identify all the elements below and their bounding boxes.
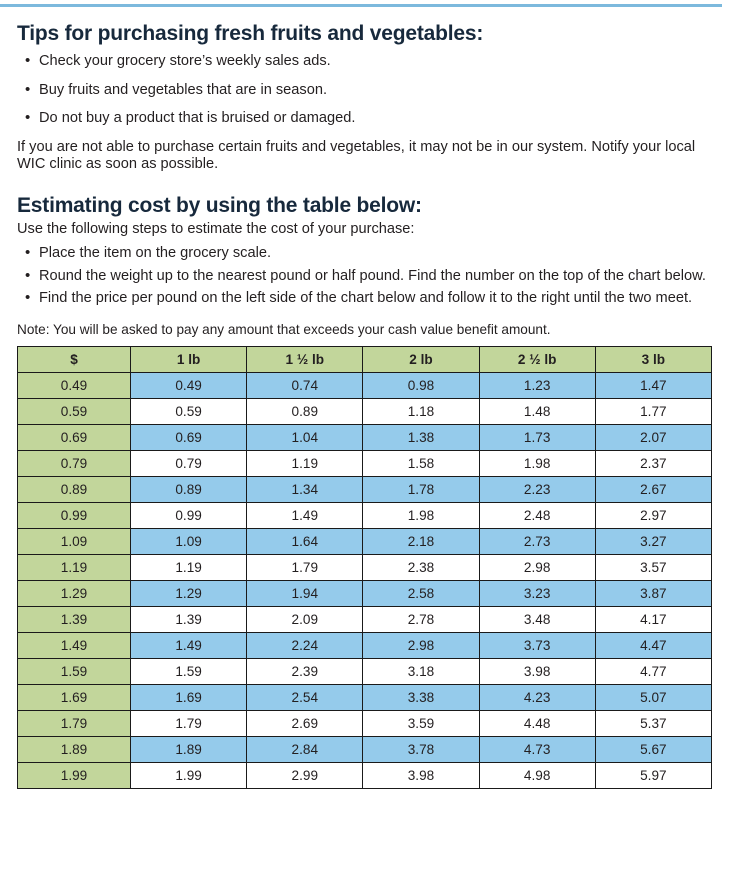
cost-estimate-table [17,346,712,789]
price-per-pound-cell: 1.89 [18,736,131,762]
cost-cell: 1.94 [247,580,363,606]
table-row [18,528,712,554]
price-per-pound-cell: 0.79 [18,450,131,476]
cost-cell: 3.78 [363,736,479,762]
cost-cell: 3.59 [363,710,479,736]
cost-cell: 0.74 [247,372,363,398]
cost-cell: 5.67 [595,736,711,762]
cost-cell: 4.48 [479,710,595,736]
table-row [18,580,712,606]
cost-cell: 1.99 [131,762,247,788]
cost-cell: 2.97 [595,502,711,528]
cost-cell: 1.59 [131,658,247,684]
cost-cell: 1.47 [595,372,711,398]
price-per-pound-cell: 0.49 [18,372,131,398]
cost-cell: 2.73 [479,528,595,554]
cost-cell: 1.89 [131,736,247,762]
price-per-pound-cell: 1.29 [18,580,131,606]
cost-cell: 1.48 [479,398,595,424]
cost-cell: 3.73 [479,632,595,658]
price-per-pound-cell: 0.89 [18,476,131,502]
cost-cell: 1.19 [247,450,363,476]
cost-cell: 3.23 [479,580,595,606]
price-per-pound-cell: 1.49 [18,632,131,658]
cost-cell: 2.67 [595,476,711,502]
cost-cell: 1.78 [363,476,479,502]
cost-cell: 3.98 [363,762,479,788]
cost-cell: 1.79 [131,710,247,736]
column-header-dollar: $ [18,346,131,372]
cost-cell: 1.18 [363,398,479,424]
cost-cell: 4.77 [595,658,711,684]
table-row [18,658,712,684]
cost-cell: 1.38 [363,424,479,450]
cost-cell: 5.37 [595,710,711,736]
cost-cell: 0.59 [131,398,247,424]
cost-cell: 2.84 [247,736,363,762]
price-per-pound-cell: 1.69 [18,684,131,710]
cost-cell: 3.48 [479,606,595,632]
table-row [18,424,712,450]
cost-cell: 1.49 [131,632,247,658]
table-row [18,502,712,528]
price-per-pound-cell: 1.09 [18,528,131,554]
list-item: • Find the price per pound on the left side of the chart below and follow it to the right until the two meet. [17,290,713,308]
cost-cell: 0.69 [131,424,247,450]
price-per-pound-cell: 1.99 [18,762,131,788]
cost-cell: 1.58 [363,450,479,476]
cost-cell: 1.49 [247,502,363,528]
cost-cell: 0.89 [131,476,247,502]
cost-cell: 0.49 [131,372,247,398]
cash-value-note: Note: You will be asked to pay any amount that exceeds your cash value benefit amount. [17,321,551,337]
cost-cell: 2.69 [247,710,363,736]
cost-cell: 2.48 [479,502,595,528]
cost-cell: 3.57 [595,554,711,580]
table-row [18,372,712,398]
cost-cell: 2.37 [595,450,711,476]
cost-cell: 2.23 [479,476,595,502]
table-header [18,346,712,372]
cost-cell: 1.98 [479,450,595,476]
table-row [18,710,712,736]
cost-cell: 4.23 [479,684,595,710]
cost-cell: 2.09 [247,606,363,632]
cost-cell: 1.29 [131,580,247,606]
cost-cell: 1.73 [479,424,595,450]
table-row [18,684,712,710]
cost-cell: 4.47 [595,632,711,658]
table-row [18,398,712,424]
cost-cell: 1.69 [131,684,247,710]
table-row [18,632,712,658]
cost-cell: 2.54 [247,684,363,710]
cost-cell: 1.77 [595,398,711,424]
column-header-1lb: 1 lb [131,346,247,372]
cost-cell: 1.19 [131,554,247,580]
cost-cell: 4.73 [479,736,595,762]
cost-cell: 0.99 [131,502,247,528]
cost-cell: 0.89 [247,398,363,424]
cost-cell: 1.79 [247,554,363,580]
table-row [18,606,712,632]
cost-cell: 4.17 [595,606,711,632]
section-one-title: Tips for purchasing fresh fruits and vegetables: [17,22,484,45]
tips-bullet-list [17,53,713,128]
price-per-pound-cell: 1.79 [18,710,131,736]
price-per-pound-cell: 0.69 [18,424,131,450]
cost-cell: 2.18 [363,528,479,554]
price-per-pound-cell: 1.19 [18,554,131,580]
column-header-1half-lb: 1 ½ lb [247,346,363,372]
cost-cell: 0.79 [131,450,247,476]
column-header-2half-lb: 2 ½ lb [479,346,595,372]
list-item: • Round the weight up to the nearest pound or half pound. Find the number on the top of the chart below. [17,268,713,286]
section-two-lead: Use the following steps to estimate the cost of your purchase: [17,221,415,238]
cost-cell: 5.07 [595,684,711,710]
table-row [18,736,712,762]
cost-cell: 2.98 [479,554,595,580]
cost-cell: 2.58 [363,580,479,606]
cost-cell: 1.64 [247,528,363,554]
table-row [18,762,712,788]
cost-cell: 2.38 [363,554,479,580]
price-per-pound-cell: 1.59 [18,658,131,684]
column-header-3lb: 3 lb [595,346,711,372]
list-item: • Place the item on the grocery scale. [17,245,713,263]
cost-cell: 3.27 [595,528,711,554]
cost-cell: 3.38 [363,684,479,710]
list-item: • Do not buy a product that is bruised or damaged. [17,110,713,128]
section-two-title: Estimating cost by using the table below: [17,194,422,218]
steps-bullet-list [17,245,713,308]
list-item: • Check your grocery store’s weekly sales ads. [17,53,713,71]
cost-cell: 1.09 [131,528,247,554]
cost-cell: 1.04 [247,424,363,450]
cost-cell: 0.98 [363,372,479,398]
price-per-pound-cell: 0.99 [18,502,131,528]
cost-cell: 2.98 [363,632,479,658]
column-header-2lb: 2 lb [363,346,479,372]
cost-cell: 1.34 [247,476,363,502]
table-row [18,554,712,580]
cost-cell: 1.98 [363,502,479,528]
cost-cell: 3.18 [363,658,479,684]
cost-cell: 4.98 [479,762,595,788]
cost-cell: 2.99 [247,762,363,788]
list-item: • Buy fruits and vegetables that are in season. [17,82,713,100]
cost-cell: 5.97 [595,762,711,788]
cost-cell: 3.98 [479,658,595,684]
table-header-row [18,346,712,372]
price-per-pound-cell: 1.39 [18,606,131,632]
table-body [18,372,712,788]
table-row [18,476,712,502]
price-per-pound-cell: 0.59 [18,398,131,424]
cost-cell: 2.39 [247,658,363,684]
cost-cell: 2.07 [595,424,711,450]
cost-cell: 1.39 [131,606,247,632]
table-row [18,450,712,476]
cost-cell: 1.23 [479,372,595,398]
cost-cell: 2.24 [247,632,363,658]
cost-cell: 2.78 [363,606,479,632]
section-one-paragraph: If you are not able to purchase certain fruits and vegetables, it may not be in our system. Notify your local WIC clinic as soon as possible. [17,138,696,173]
cost-cell: 3.87 [595,580,711,606]
